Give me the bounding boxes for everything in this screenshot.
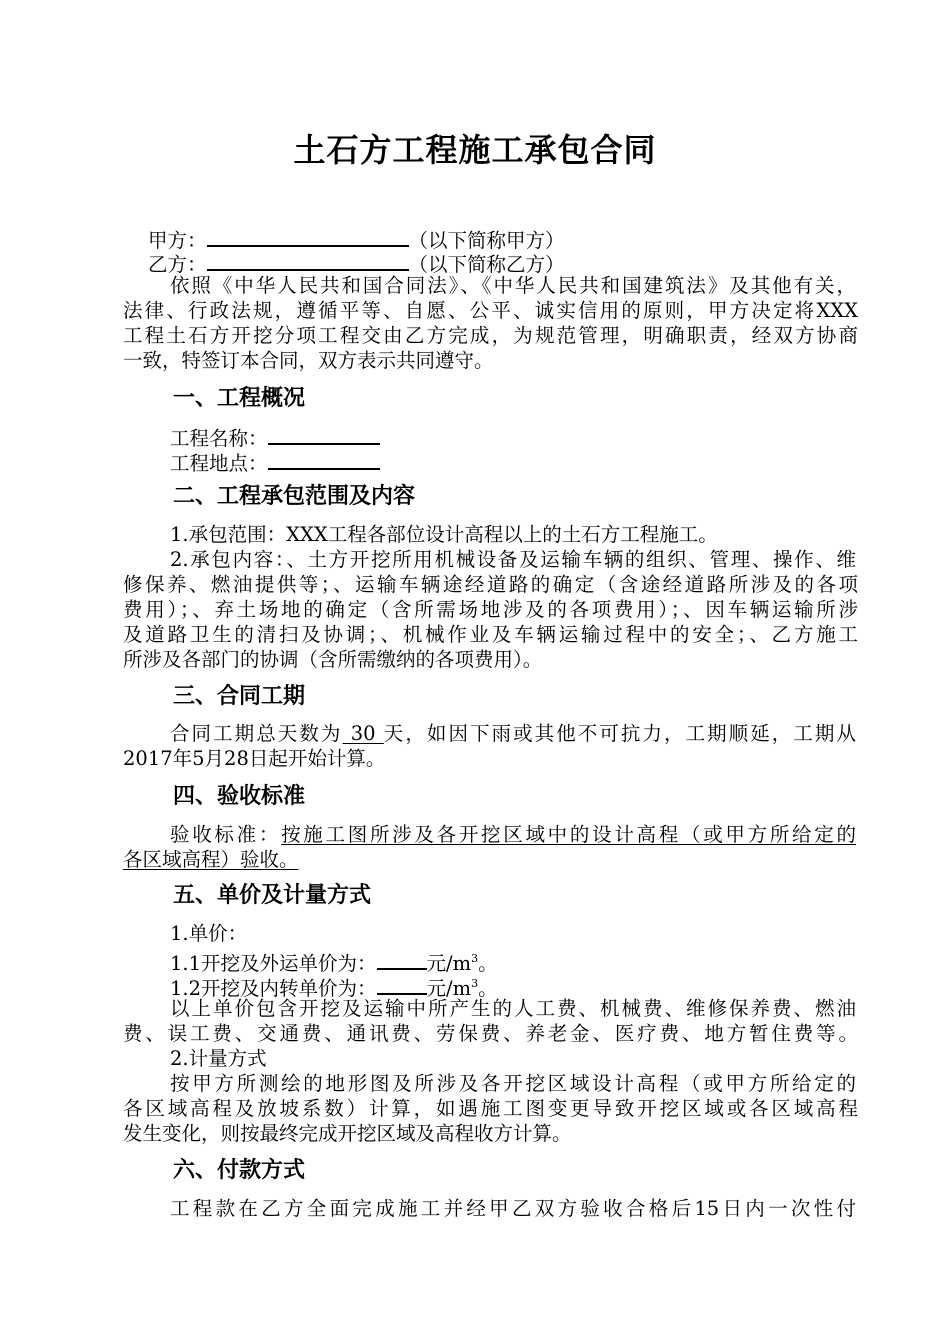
project-name-blank[interactable] (268, 423, 380, 445)
scope-line: 修保养、燃油提供等；、运输车辆途经道路的确定（含途经道路所涉及的各项 (123, 573, 858, 596)
party-b-blank[interactable] (207, 249, 409, 271)
intro-line: 一致，特签订本合同，双方表示共同遵守。 (123, 349, 494, 372)
period-days: 30 (342, 722, 384, 745)
unit-text: 元/m (426, 977, 472, 1000)
section-heading-payment: 六、付款方式 (173, 1158, 306, 1183)
project-name-line (170, 423, 905, 451)
price-internal-label: 1.2开挖及内转单价为： (170, 977, 377, 1000)
measure-line: 按甲方所测绘的地形图及所涉及各开挖区域设计高程（或甲方所给定的 (170, 1072, 856, 1095)
period-line (170, 721, 856, 746)
scope-line: 所涉及各部门的协调（含所需缴纳的各项费用）。 (123, 648, 543, 671)
price-note-line: 费、误工费、交通费、通讯费、劳保费、养老金、医疗费、地方暂住费等。 (123, 1022, 858, 1045)
intro-line: 工程土石方开挖分项工程交由乙方完成，为规范管理，明确职责，经双方协商 (123, 324, 858, 347)
scope-line: 2.承包内容：、土方开挖所用机械设备及运输车辆的组织、管理、操作、维 (170, 548, 856, 571)
price-external-blank[interactable] (377, 948, 427, 970)
measure-line: 发生变化，则按最终完成开挖区域及高程收方计算。 (123, 1122, 572, 1145)
party-a-label: 甲方： (148, 229, 207, 252)
period-line: 2017年5月28日起开始计算。 (123, 747, 386, 770)
price-internal-blank[interactable] (377, 973, 427, 995)
project-location-line (170, 448, 905, 476)
price-note-line: 以上单价包含开挖及运输中所产生的人工费、机械费、维修保养费、燃油 (170, 997, 856, 1020)
period-text-post: 天，如因下雨或其他不可抗力，工期顺延，工期从 (383, 722, 856, 745)
party-b-note: （以下简称乙方） (408, 253, 565, 276)
section-heading-scope: 二、工程承包范围及内容 (173, 484, 416, 509)
intro-line: 依照《中华人民共和国合同法》、《中华人民共和国建筑法》及其他有关， (170, 274, 856, 297)
price-external-label: 1.1开挖及外运单价为： (170, 952, 377, 975)
document-title: 土石方工程施工承包合同 (293, 131, 657, 169)
section-heading-acceptance: 四、验收标准 (173, 784, 306, 809)
party-a-note: （以下简称甲方） (408, 229, 565, 252)
acceptance-text: 各区域高程）验收。 (123, 848, 299, 871)
acceptance-line (123, 847, 858, 872)
unit-sup: 3 (471, 952, 479, 965)
scope-line: 费用）；、弃土场地的确定（含所需场地涉及的各项费用）；、因车辆运输所涉 (123, 598, 858, 621)
unit-end: 。 (478, 952, 498, 975)
project-name-label: 工程名称： (170, 427, 268, 450)
unit-end: 。 (478, 977, 498, 1000)
unit-text: 元/m (426, 952, 472, 975)
measure-heading: 2.计量方式 (170, 1047, 267, 1070)
section-heading-overview: 一、工程概况 (173, 386, 306, 411)
acceptance-label: 验收标准： (170, 823, 282, 846)
measure-line: 各区域高程及放坡系数）计算，如遇施工图变更导致开挖区域或各区域高程 (123, 1097, 858, 1120)
period-text-pre: 合同工期总天数为 (170, 722, 343, 745)
project-location-blank[interactable] (268, 448, 380, 470)
section-heading-price: 五、单价及计量方式 (173, 883, 372, 908)
party-b-label: 乙方： (148, 253, 207, 276)
payment-line: 工程款在乙方全面完成施工并经甲乙双方验收合格后15日内一次性付 (170, 1197, 856, 1220)
scope-line: 及道路卫生的清扫及协调；、机械作业及车辆运输过程中的安全；、乙方施工 (123, 623, 858, 646)
intro-line: 法律、行政法规，遵循平等、自愿、公平、诚实信用的原则，甲方决定将XXX (123, 299, 858, 322)
unit-sup: 3 (471, 977, 479, 990)
party-a-blank[interactable] (207, 225, 409, 247)
scope-line: 1.承包范围：XXX工程各部位设计高程以上的土石方工程施工。 (170, 523, 718, 546)
acceptance-text: 按施工图所涉及各开挖区域中的设计高程（或甲方所给定的 (281, 823, 856, 846)
project-location-label: 工程地点： (170, 452, 268, 475)
price-line: 1.单价： (170, 922, 248, 945)
acceptance-line (170, 822, 856, 847)
section-heading-period: 三、合同工期 (173, 684, 306, 709)
